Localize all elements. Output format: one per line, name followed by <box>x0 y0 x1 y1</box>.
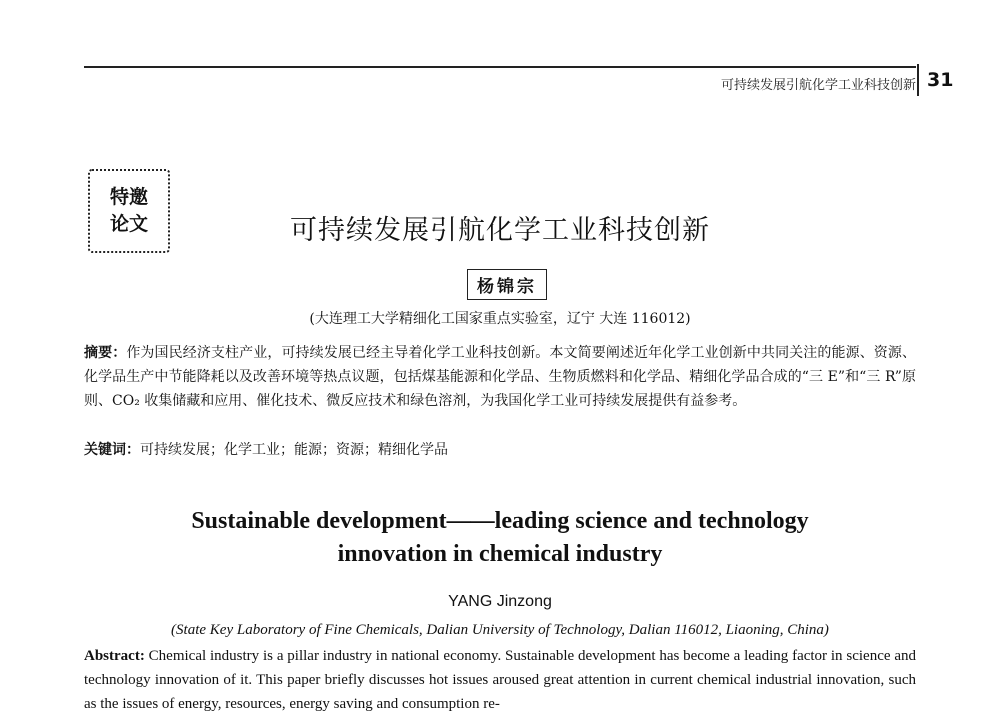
badge-line-1: 特邀 <box>109 186 148 208</box>
header-rule <box>84 66 916 68</box>
page-number: 31 <box>917 64 953 96</box>
chinese-title: 可持续发展引航化学工业科技创新 <box>290 215 710 246</box>
english-abstract-text: Chemical industry is a pillar industry in national economy. Sustainable development has become a leading factor in science and technology innovation of it. This paper briefly discusses hot issues aroused great attention in current chemical industrial innovation, such as the issues of energy, resources, energy saving and consumption re- <box>84 648 917 712</box>
chinese-abstract-label: 摘要： <box>84 345 127 361</box>
english-affiliation: (State Key Laboratory of Fine Chemicals, Dalian University of Technology, Dalian 116012, Liaoning, China) <box>171 622 829 638</box>
chinese-abstract-text: 作为国民经济支柱产业，可持续发展已经主导着化学工业科技创新。本文简要阐述近年化学工业创新中共同关注的能源、资源、化学品生产中节能降耗以及改善环境等热点议题，包括煤基能源和化学品、生物质燃料和化学品、精细化学品合成的“三 E”和“三 R”原则、CO₂ 收集储藏和应用、催化技术、微反应技术和绿色溶剂，为我国化学工业可持续发展提供有益参考。 <box>84 345 916 409</box>
badge-line-2: 论文 <box>109 213 148 235</box>
english-abstract-label: Abstract: <box>84 648 145 664</box>
chinese-abstract <box>84 341 916 413</box>
chinese-keywords <box>84 438 916 462</box>
chinese-affiliation: (大连理工大学精细化工国家重点实验室，辽宁 大连 116012) <box>309 311 691 327</box>
english-author: YANG Jinzong <box>448 593 552 610</box>
english-title-line-2: innovation in chemical industry <box>337 541 663 567</box>
english-title <box>0 505 1000 571</box>
chinese-keywords-label: 关键词： <box>84 442 140 458</box>
english-abstract <box>84 644 916 716</box>
chinese-keywords-text: 可持续发展；化学工业；能源；资源；精细化学品 <box>140 442 448 458</box>
chinese-author: 杨锦宗 <box>467 269 547 300</box>
english-title-line-1: Sustainable development——leading science and technology <box>191 508 809 534</box>
running-title: 可持续发展引航化学工业科技创新 <box>720 78 916 93</box>
